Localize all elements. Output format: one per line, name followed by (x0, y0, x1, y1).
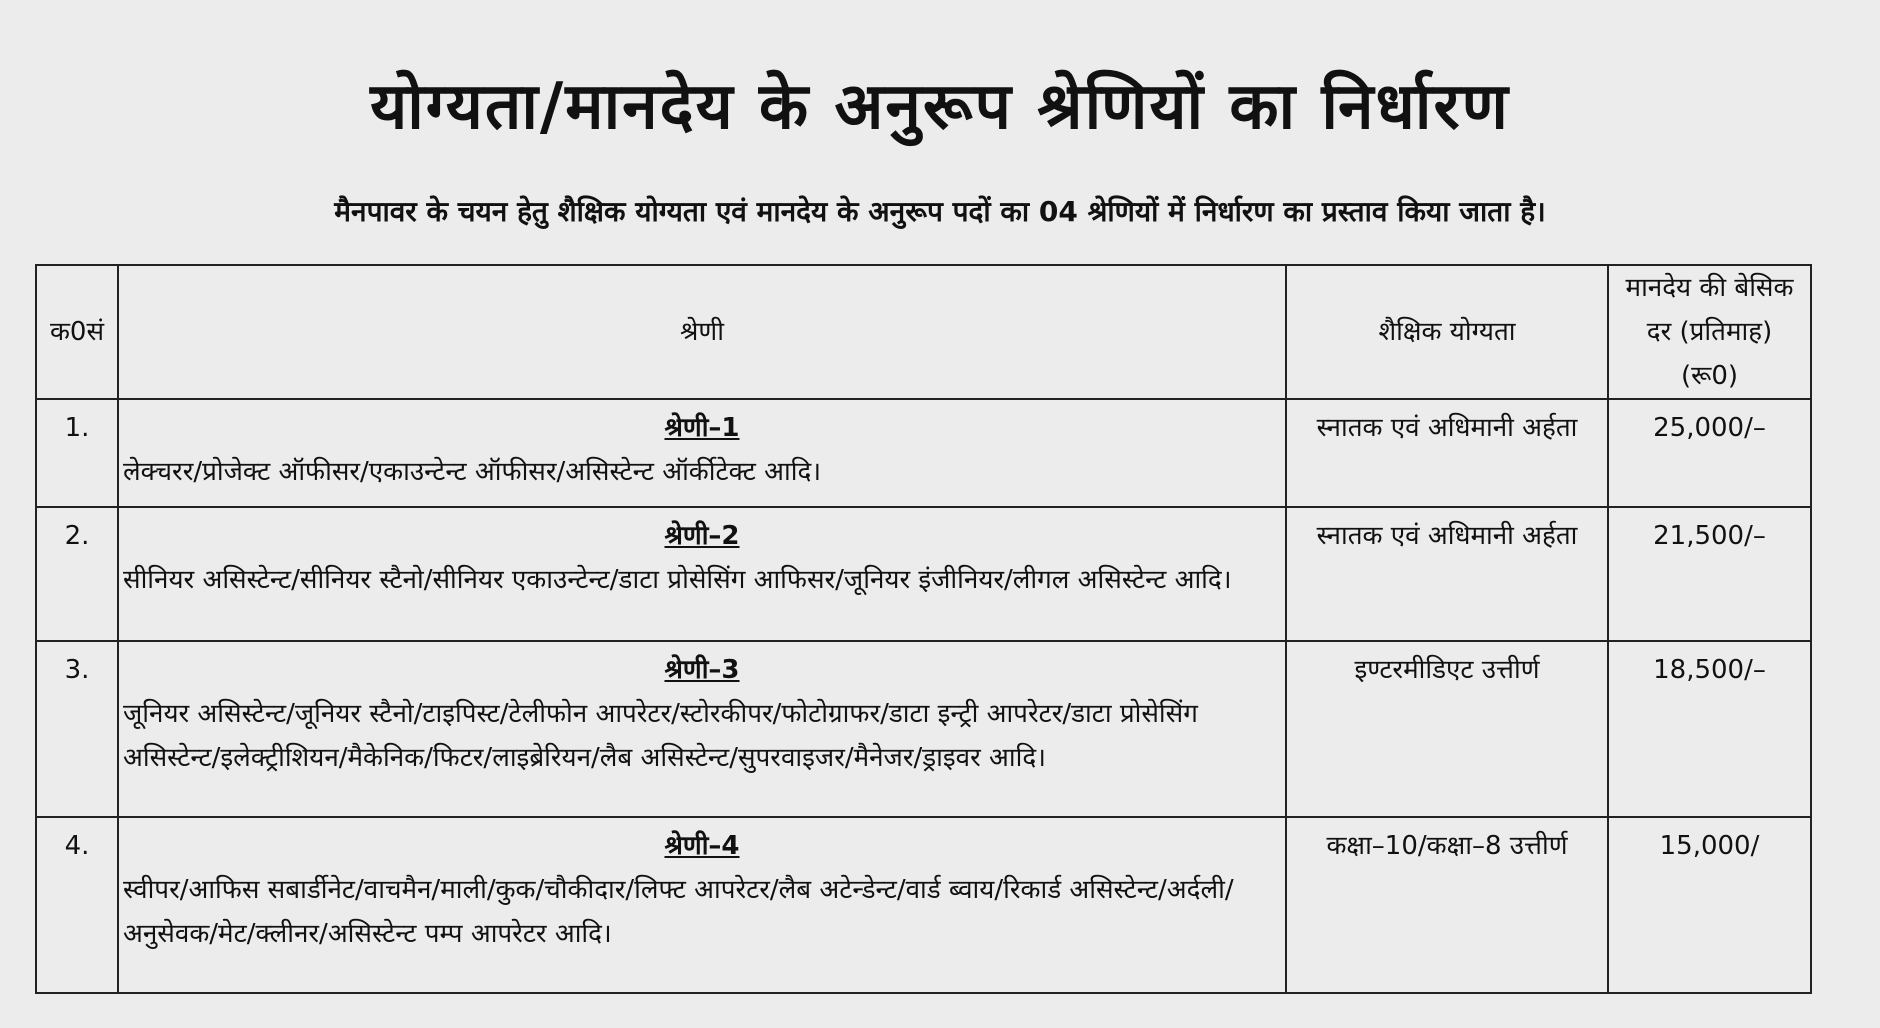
category-posts: सीनियर असिस्टेन्ट/सीनियर स्टैनो/सीनियर एकाउन्टेन्ट/डाटा प्रोसेसिंग आफिसर/जूनियर इंजीनियर/लीगल असिस्टेन्ट आदि। (123, 565, 1232, 595)
category-title: श्रेणी–1 (664, 413, 740, 443)
category-posts: जूनियर असिस्टेन्ट/जूनियर स्टैनो/टाइपिस्ट/टेलीफोन आपरेटर/स्टोरकीपर/फोटोग्राफर/डाटा इन्ट्री आपरेटर/डाटा प्रोसेसिंग असिस्टेन्ट/इलेक्ट्रीशियन/मैकेनिक/फिटर/लाइब्रेरियन/लैब असिस्टेन्ट/सुपरवाइजर/मैनेजर/ड्राइवर आदि। (123, 699, 1198, 773)
row-serial-number: 1. (36, 399, 118, 507)
header-qualification: शैक्षिक योग्यता (1286, 265, 1608, 399)
row-category-cell (118, 507, 1286, 641)
row-serial-number: 4. (36, 817, 118, 993)
row-rate: 21,500/– (1608, 507, 1811, 641)
row-category-cell (118, 399, 1286, 507)
row-category-cell (118, 641, 1286, 817)
row-rate: 18,500/– (1608, 641, 1811, 817)
document-title: योग्यता/मानदेय के अनुरूप श्रेणियों का निर्धारण (370, 70, 1510, 144)
row-qualification: इण्टरमीडिएट उत्तीर्ण (1286, 641, 1608, 817)
table-row (36, 399, 1811, 507)
category-title: श्रेणी–3 (664, 655, 740, 685)
table-row (36, 507, 1811, 641)
row-serial-number: 3. (36, 641, 118, 817)
category-title: श्रेणी–4 (664, 831, 740, 861)
category-posts: स्वीपर/आफिस सबार्डीनेट/वाचमैन/माली/कुक/चौकीदार/लिफ्ट आपरेटर/लैब अटेन्डेन्ट/वार्ड ब्वाय/रिकार्ड असिस्टेन्ट/अर्दली/अनुसेवक/मेट/क्लीनर/असिस्टेन्ट पम्प आपरेटर आदि। (123, 875, 1234, 949)
category-title: श्रेणी–2 (664, 521, 740, 551)
table-header-row (36, 265, 1811, 399)
category-posts: लेक्चरर/प्रोजेक्ट ऑफीसर/एकाउन्टेन्ट ऑफीसर/असिस्टेन्ट ऑर्कीटेक्ट आदि। (123, 457, 822, 487)
row-qualification: स्नातक एवं अधिमानी अर्हता (1286, 399, 1608, 507)
table-row (36, 817, 1811, 993)
categories-table (35, 264, 1812, 994)
row-serial-number: 2. (36, 507, 118, 641)
row-rate: 15,000/ (1608, 817, 1811, 993)
row-qualification: स्नातक एवं अधिमानी अर्हता (1286, 507, 1608, 641)
header-rate: मानदेय की बेसिक दर (प्रतिमाह) (रू0) (1608, 265, 1811, 399)
document-subtitle: मैनपावर के चयन हेतु शैक्षिक योग्यता एवं मानदेय के अनुरूप पदों का 04 श्रेणियों में निर्धारण का प्रस्ताव किया जाता है। (334, 195, 1546, 228)
header-serial-number: क0सं (36, 265, 118, 399)
header-category: श्रेणी (118, 265, 1286, 399)
row-qualification: कक्षा–10/कक्षा–8 उत्तीर्ण (1286, 817, 1608, 993)
row-category-cell (118, 817, 1286, 993)
row-rate: 25,000/– (1608, 399, 1811, 507)
table-row (36, 641, 1811, 817)
